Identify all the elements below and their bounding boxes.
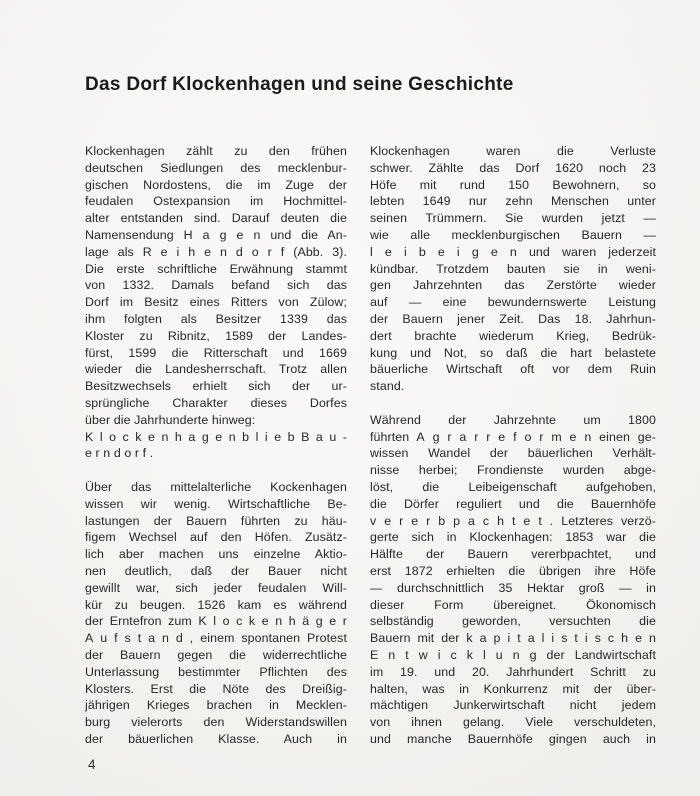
text-line: fürst, 1599 die Ritterschaft und 1669 bbox=[85, 345, 347, 360]
text-line: e r n d o r f . bbox=[85, 446, 154, 461]
text-line: seinen Trümmern. Sie wurden jetzt — bbox=[370, 211, 656, 226]
text-line: gischen Nordostens, die im Zuge der bbox=[85, 177, 347, 192]
text-line: Klockenhagen zählt zu den frühen bbox=[85, 144, 347, 158]
text-line: Klosters. Erst die Nöte des Dreißig- bbox=[85, 681, 347, 696]
text-line: jährigen Krieges brachen in Mecklen- bbox=[85, 698, 347, 713]
text-line: lastungen der Bauern führten zu häu- bbox=[85, 513, 347, 528]
text-line: löst, die Leibeigenschaft aufgehoben, bbox=[370, 479, 656, 494]
text-line: ihm folgten als Besitzer 1339 das bbox=[85, 311, 347, 326]
text-line: kür zu beugen. 1526 kam es während bbox=[85, 597, 347, 612]
page-number: 4 bbox=[88, 757, 96, 772]
text-line: im 19. und 20. Jahrhundert Schritt zu bbox=[370, 664, 656, 679]
text-line: Unterlassung bestimmter Pflichten des bbox=[85, 664, 347, 679]
text-line: führten A g r a r r e f o r m e n einen ge- bbox=[370, 429, 656, 444]
text-line: der Bauern jener Zeit. Das 18. Jahrhun- bbox=[370, 311, 656, 326]
text-line: Dorf im Besitz eines Ritters von Zülow; bbox=[85, 295, 347, 310]
text-line: von 1332. Damals befand sich das bbox=[85, 278, 347, 293]
text-line: erst 1872 erhielten die übrigen ihre Höfe bbox=[370, 563, 656, 578]
text-line: kündbar. Trotzdem bauten sie in weni- bbox=[370, 261, 656, 276]
blank-line bbox=[370, 395, 656, 412]
text-line: der Erntefron zum K l o c k e n h ä g e r bbox=[85, 614, 347, 629]
text-line: der bäuerlichen Klasse. Auch in bbox=[85, 731, 347, 746]
text-line: alter entstanden sind. Darauf deuten die bbox=[85, 211, 347, 226]
page-title: Das Dorf Klockenhagen und seine Geschichte bbox=[85, 73, 514, 95]
text-line: l e i b e i g e n und waren jederzeit bbox=[370, 244, 656, 259]
text-line: Kloster zu Ribnitz, 1589 der Landes- bbox=[85, 328, 347, 343]
text-line: von ihnen gelang. Viele verschuldeten, bbox=[370, 715, 656, 730]
text-line: wieder die Landesherrschaft. Trotz allen bbox=[85, 362, 347, 377]
text-line: Bauern mit der k a p i t a l i s t i s c h e n bbox=[370, 631, 656, 646]
text-line: gerte sich in Klockenhagen: 1853 war die bbox=[370, 530, 656, 545]
text-line: E n t w i c k l u n g der Landwirtschaft bbox=[370, 647, 656, 662]
text-line: bäuerliche Wirtschaft oft vor dem Ruin bbox=[370, 362, 656, 377]
text-line: gen Jahrzehnten das Zerstörte wieder bbox=[370, 278, 656, 293]
text-line: dieser Form übereignet. Ökonomisch bbox=[370, 597, 656, 612]
text-line: wie alle mecklenburgischen Bauern — bbox=[370, 227, 656, 242]
text-line: Während der Jahrzehnte um 1800 bbox=[370, 412, 656, 427]
text-line: die Dörfer reguliert und die Bauernhöfe bbox=[370, 496, 656, 511]
text-line: sprüngliche Charakter dieses Dorfes bbox=[85, 395, 347, 410]
text-line: Höfe mit rund 150 Bewohnern, so bbox=[370, 177, 656, 192]
blank-line bbox=[85, 462, 347, 479]
text-line: lebten 1649 nur zehn Menschen unter bbox=[370, 194, 656, 209]
text-line: dert brachte wiederum Krieg, Bedrük- bbox=[370, 328, 656, 343]
text-line: v e r e r b p a c h t e t . Letzteres verzö- bbox=[370, 513, 656, 528]
text-line: über die Jahrhunderte hinweg: bbox=[85, 412, 256, 427]
text-line: und manche Bauernhöfe gingen auch in bbox=[370, 731, 656, 746]
text-line: auf — eine bewundernswerte Leistung bbox=[370, 295, 656, 310]
text-line: burg vielerorts den Widerstandswillen bbox=[85, 715, 347, 730]
text-column-right bbox=[370, 143, 656, 748]
text-column-left bbox=[85, 143, 347, 748]
text-line: figem Wechsel auf den Höfen. Zusätz- bbox=[85, 530, 347, 545]
text-line: Besitzwechsels erhielt sich der ur- bbox=[85, 379, 347, 394]
text-line: schwer. Zählte das Dorf 1620 noch 23 bbox=[370, 160, 656, 175]
text-line: wissen Wandel der bäuerlichen Verhält- bbox=[370, 446, 656, 461]
text-line: kung und Not, so daß die hart belastete bbox=[370, 345, 656, 360]
text-line: lich aber machen uns einzelne Aktio- bbox=[85, 547, 347, 562]
text-line: deutschen Siedlungen des mecklenbur- bbox=[85, 160, 347, 175]
text-line: Klockenhagen waren die Verluste bbox=[370, 144, 656, 158]
text-line: nen deutlich, daß der Bauer nicht bbox=[85, 563, 347, 578]
text-line: lage als R e i h e n d o r f (Abb. 3). bbox=[85, 244, 347, 259]
text-line: Die erste schriftliche Erwähnung stammt bbox=[85, 261, 347, 276]
text-line: Hälfte der Bauern vererbpachtet, und bbox=[370, 547, 656, 562]
text-line: K l o c k e n h a g e n b l i e b B a u - bbox=[85, 429, 347, 444]
text-line: Namensendung H a g e n und die An- bbox=[85, 227, 347, 242]
text-line: feudalen Ostexpansion im Hochmittel- bbox=[85, 194, 347, 209]
text-line: Über das mittelalterliche Kockenhagen bbox=[85, 479, 347, 494]
text-line: halten, was in Konkurrenz mit der über- bbox=[370, 681, 656, 696]
text-line: A u f s t a n d , einem spontanen Protest bbox=[85, 631, 347, 646]
text-line: nisse herbei; Frondienste wurden abge- bbox=[370, 463, 656, 478]
text-line: der Bauern gegen die widerrechtliche bbox=[85, 647, 347, 662]
text-line: — durchschnittlich 35 Hektar groß — in bbox=[370, 580, 656, 595]
text-line: wissen wir wenig. Wirtschaftliche Be- bbox=[85, 496, 347, 511]
text-line: gewillt war, sich jeder feudalen Will- bbox=[85, 580, 347, 595]
text-line: mächtigen Junkerwirtschaft nicht jedem bbox=[370, 698, 656, 713]
text-line: stand. bbox=[370, 379, 405, 394]
text-line: selbständig geworden, versuchten die bbox=[370, 614, 656, 629]
